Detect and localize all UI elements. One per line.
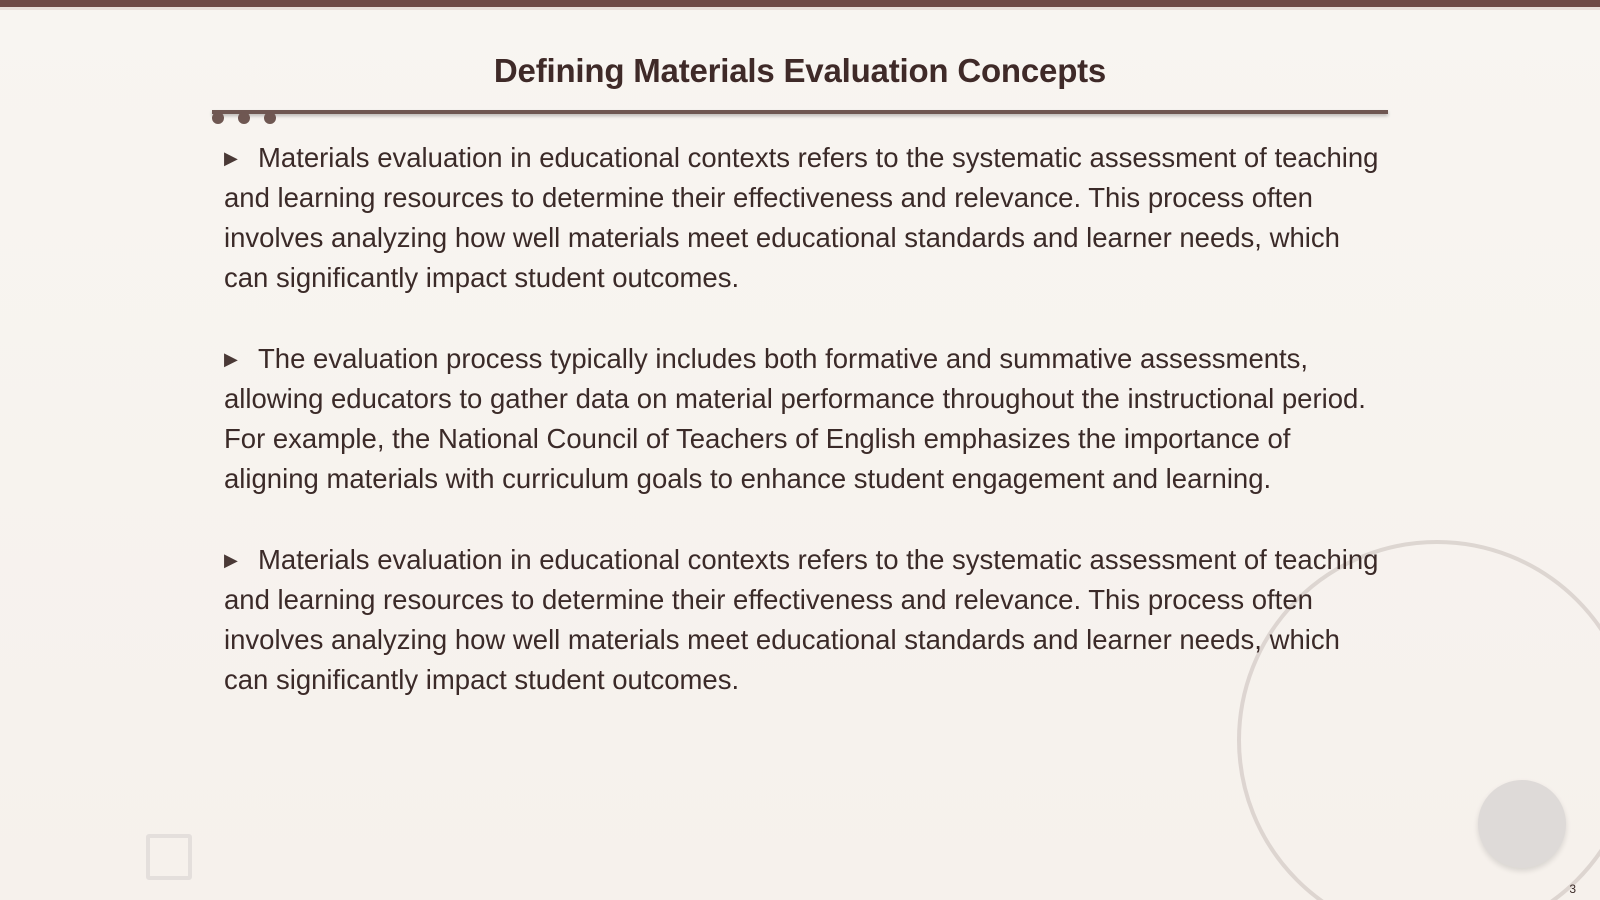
bullet-arrow-icon: ▶ <box>224 349 238 369</box>
bullet-arrow-icon: ▶ <box>224 148 238 168</box>
underline-dot <box>264 112 276 124</box>
title-underline <box>212 110 1388 114</box>
bullet-list <box>224 138 1384 741</box>
top-accent-shadow <box>0 7 1600 10</box>
slide-title: Defining Materials Evaluation Concepts <box>493 52 1107 89</box>
page-number: 3 <box>1569 882 1576 896</box>
decorative-square <box>146 834 192 880</box>
top-accent-bar <box>0 0 1600 7</box>
decorative-circle <box>1478 780 1566 868</box>
bullet-item <box>224 540 1384 700</box>
bullet-item <box>224 339 1384 499</box>
bullet-arrow-icon: ▶ <box>224 550 238 570</box>
bullet-text: Materials evaluation in educational contexts refers to the systematic assessment of teaching and learning resources to determine their effectiveness and relevance. This process often involves analyzing how well materials meet educational standards and learner needs, which can significantly impact student outcomes. <box>224 142 1379 293</box>
bullet-text: Materials evaluation in educational contexts refers to the systematic assessment of teaching and learning resources to determine their effectiveness and relevance. This process often involves analyzing how well materials meet educational standards and learner needs, which can significantly impact student outcomes. <box>224 544 1379 695</box>
underline-dot <box>212 112 224 124</box>
underline-dot <box>238 112 250 124</box>
bullet-text: The evaluation process typically includes both formative and summative assessments, allowing educators to gather data on material performance throughout the instructional period. For example, the National Council of Teachers of English emphasizes the importance of aligning materials with curriculum goals to enhance student engagement and learning. <box>224 343 1366 494</box>
bullet-item <box>224 138 1384 298</box>
